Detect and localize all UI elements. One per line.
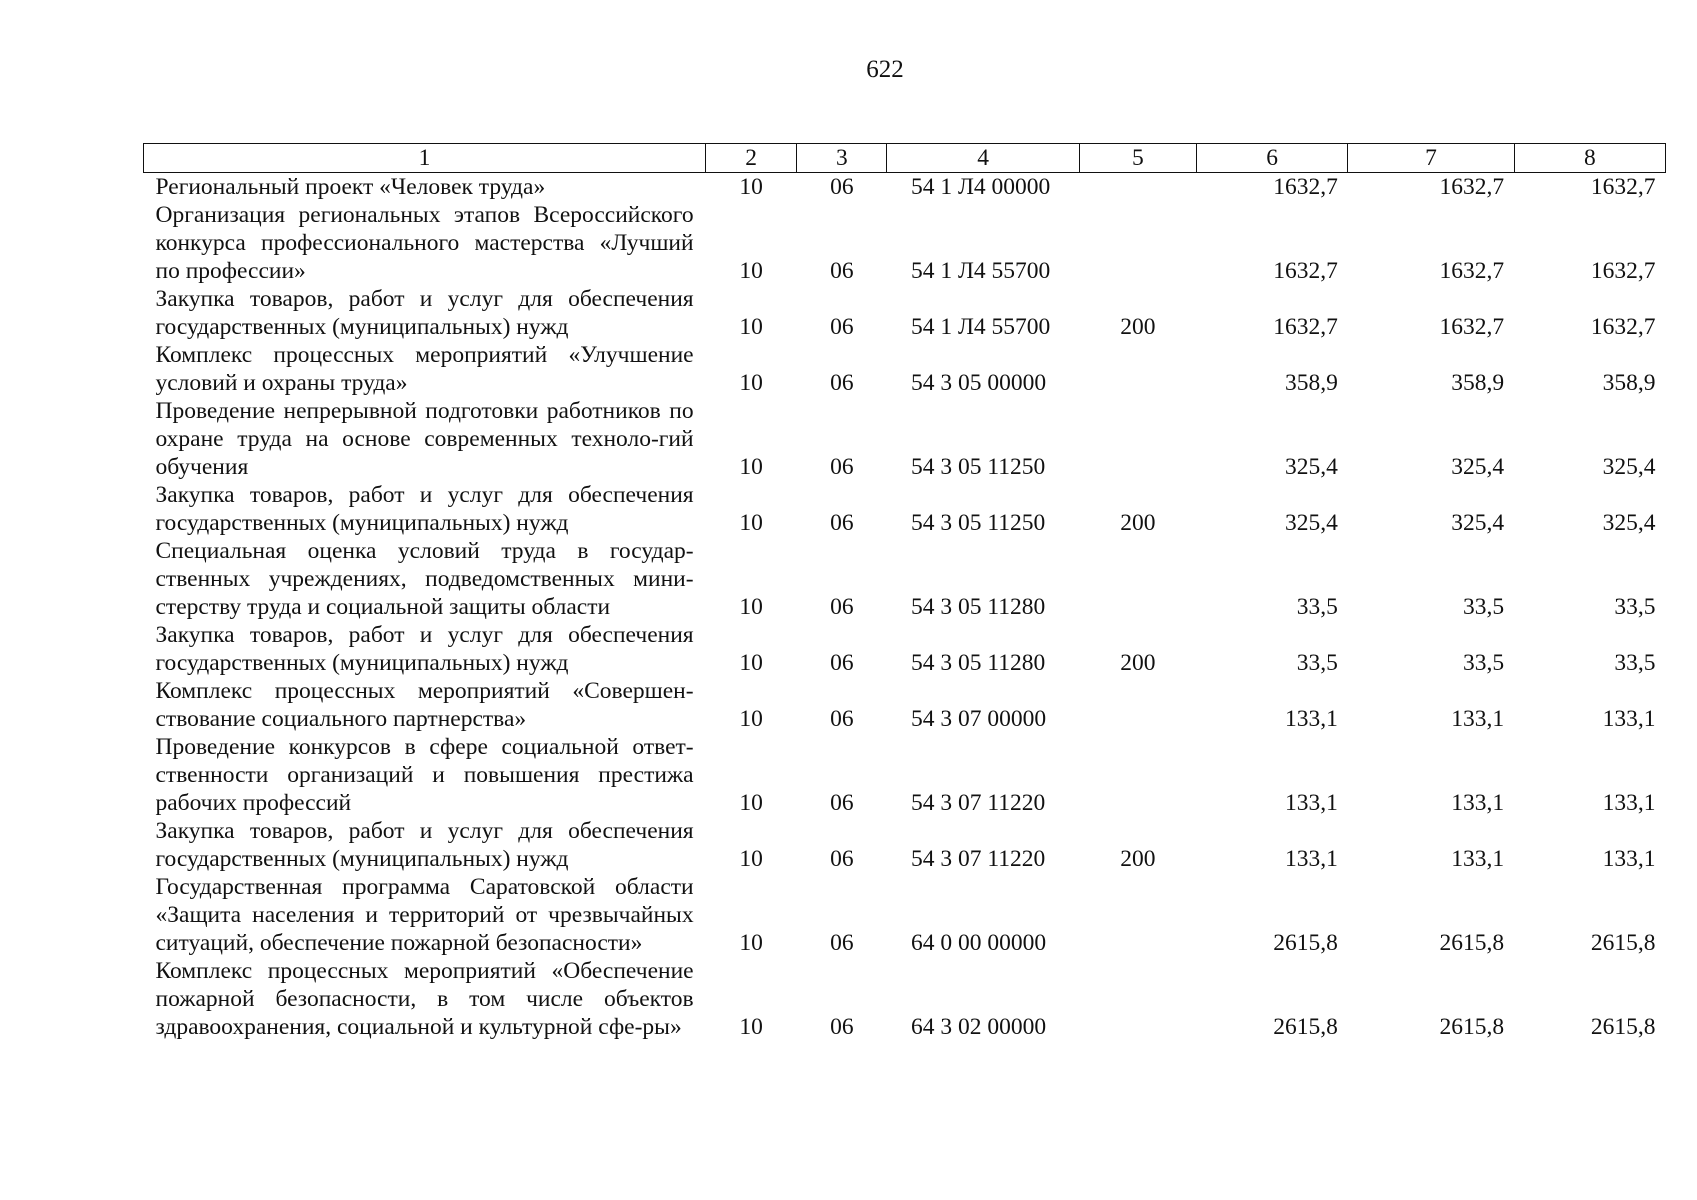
row-amount-6: 1632,7 [1273, 258, 1338, 284]
row-name: Закупка товаров, работ и услуг для обеспечения государственных (муниципальных) нужд [155, 286, 694, 340]
row-target-article: 64 3 02 00000 [910, 1014, 1047, 1040]
table-header [144, 144, 1666, 173]
row-subsection: 06 [830, 174, 854, 200]
row-subsection: 06 [830, 454, 854, 480]
row-expense-type [1079, 201, 1196, 285]
row-amount-7: 2615,8 [1439, 930, 1505, 956]
row-target-article: 64 0 00 00000 [910, 930, 1047, 956]
column-header-4: 4 [887, 144, 1079, 173]
row-name: Комплекс процессных мероприятий «Улучшение условий и охраны труда» [155, 342, 694, 396]
row-name: Комплекс процессных мероприятий «Обеспечение пожарной безопасности, в том числе объектов здравоохранения, социальной и культурной сфе-ры» [155, 958, 694, 1040]
row-section: 10 [739, 370, 763, 396]
row-expense-type [1079, 677, 1196, 733]
table-row [144, 201, 1666, 285]
row-amount-8: 2615,8 [1590, 1014, 1656, 1040]
row-amount-7: 2615,8 [1439, 1014, 1505, 1040]
row-name: Государственная программа Саратовской области «Защита населения и территорий от чрезвычайных ситуаций, обеспечение пожарной безопасности» [155, 874, 694, 956]
row-amount-7: 1632,7 [1439, 258, 1505, 284]
row-section: 10 [739, 594, 763, 620]
row-subsection: 06 [830, 510, 854, 536]
row-amount-6: 2615,8 [1273, 930, 1338, 956]
row-amount-8: 1632,7 [1590, 174, 1656, 200]
row-amount-7: 325,4 [1451, 454, 1505, 480]
row-amount-8: 325,4 [1602, 454, 1656, 480]
row-subsection: 06 [830, 370, 854, 396]
row-expense-type: 200 [1120, 510, 1156, 536]
row-target-article: 54 1 Л4 55700 [910, 258, 1051, 284]
table-row [144, 397, 1666, 481]
row-amount-6: 1632,7 [1273, 314, 1338, 340]
row-amount-8: 133,1 [1602, 846, 1656, 872]
row-subsection: 06 [830, 258, 854, 284]
column-header-6: 6 [1197, 144, 1348, 173]
row-name: Закупка товаров, работ и услуг для обеспечения государственных (муниципальных) нужд [155, 622, 694, 676]
column-header-2: 2 [706, 144, 797, 173]
row-section: 10 [739, 258, 763, 284]
row-amount-6: 358,9 [1284, 370, 1338, 396]
row-name: Закупка товаров, работ и услуг для обеспечения государственных (муниципальных) нужд [155, 482, 694, 536]
row-amount-6: 133,1 [1284, 790, 1338, 816]
row-amount-6: 325,4 [1284, 454, 1338, 480]
row-target-article: 54 3 05 11280 [910, 650, 1046, 676]
row-target-article: 54 3 07 11220 [910, 846, 1046, 872]
row-subsection: 06 [830, 314, 854, 340]
row-name: Комплекс процессных мероприятий «Совершен-ствование социального партнерства» [155, 678, 694, 732]
table-row [144, 537, 1666, 621]
row-amount-8: 325,4 [1602, 510, 1656, 536]
row-amount-8: 358,9 [1602, 370, 1656, 396]
row-amount-6: 1632,7 [1273, 174, 1338, 200]
row-expense-type [1079, 537, 1196, 621]
row-expense-type [1079, 341, 1196, 397]
row-target-article: 54 3 07 00000 [910, 706, 1047, 732]
row-name: Проведение непрерывной подготовки работников по охране труда на основе современных техноло-гий обучения [155, 398, 694, 480]
row-amount-6: 2615,8 [1273, 1014, 1338, 1040]
row-target-article: 54 3 05 11280 [910, 594, 1046, 620]
row-amount-8: 133,1 [1602, 706, 1656, 732]
table-row [144, 957, 1666, 1041]
row-amount-8: 1632,7 [1590, 314, 1656, 340]
row-section: 10 [739, 706, 763, 732]
row-section: 10 [739, 510, 763, 536]
row-name: Закупка товаров, работ и услуг для обеспечения государственных (муниципальных) нужд [155, 818, 694, 872]
row-expense-type [1079, 733, 1196, 817]
row-name: Региональный проект «Человек труда» [155, 174, 546, 200]
table-row [144, 341, 1666, 397]
row-amount-7: 133,1 [1451, 846, 1505, 872]
row-target-article: 54 3 05 11250 [910, 510, 1046, 536]
row-amount-6: 133,1 [1284, 846, 1338, 872]
row-section: 10 [739, 790, 763, 816]
row-expense-type: 200 [1120, 846, 1156, 872]
row-expense-type: 200 [1120, 314, 1156, 340]
row-amount-7: 1632,7 [1439, 314, 1505, 340]
table-row [144, 873, 1666, 957]
column-header-7: 7 [1348, 144, 1514, 173]
header-row [144, 144, 1666, 173]
row-amount-7: 133,1 [1451, 790, 1505, 816]
row-amount-8: 1632,7 [1590, 258, 1656, 284]
page-number: 622 [866, 56, 904, 83]
row-amount-6: 33,5 [1296, 650, 1338, 676]
row-subsection: 06 [830, 650, 854, 676]
row-amount-7: 358,9 [1451, 370, 1505, 396]
row-target-article: 54 1 Л4 55700 [910, 314, 1051, 340]
row-expense-type [1079, 873, 1196, 957]
table-row [144, 173, 1666, 202]
row-subsection: 06 [830, 846, 854, 872]
row-target-article: 54 3 07 11220 [910, 790, 1046, 816]
row-target-article: 54 3 05 00000 [910, 370, 1047, 396]
row-target-article: 54 3 05 11250 [910, 454, 1046, 480]
row-amount-8: 33,5 [1614, 650, 1656, 676]
row-expense-type [1079, 957, 1196, 1041]
row-expense-type: 200 [1120, 650, 1156, 676]
row-section: 10 [739, 314, 763, 340]
row-amount-7: 325,4 [1451, 510, 1505, 536]
row-expense-type [1079, 173, 1196, 202]
budget-table [143, 143, 1666, 1041]
row-section: 10 [739, 650, 763, 676]
column-header-1: 1 [144, 144, 706, 173]
row-amount-7: 33,5 [1463, 650, 1505, 676]
table-row [144, 621, 1666, 677]
row-subsection: 06 [830, 930, 854, 956]
row-amount-7: 133,1 [1451, 706, 1505, 732]
row-amount-8: 33,5 [1614, 594, 1656, 620]
table-row [144, 481, 1666, 537]
row-amount-6: 325,4 [1284, 510, 1338, 536]
row-target-article: 54 1 Л4 00000 [910, 174, 1051, 200]
row-name: Проведение конкурсов в сфере социальной ответ-ственности организаций и повышения престижа рабочих профессий [155, 734, 694, 816]
row-subsection: 06 [830, 706, 854, 732]
row-subsection: 06 [830, 594, 854, 620]
row-amount-8: 2615,8 [1590, 930, 1656, 956]
row-section: 10 [739, 174, 763, 200]
column-header-3: 3 [797, 144, 887, 173]
row-section: 10 [739, 1014, 763, 1040]
row-amount-6: 33,5 [1296, 594, 1338, 620]
table-body [144, 173, 1666, 1042]
row-section: 10 [739, 846, 763, 872]
table-row [144, 817, 1666, 873]
column-header-8: 8 [1514, 144, 1665, 173]
row-section: 10 [739, 454, 763, 480]
row-amount-7: 33,5 [1463, 594, 1505, 620]
row-subsection: 06 [830, 790, 854, 816]
table-row [144, 677, 1666, 733]
table-row [144, 285, 1666, 341]
row-subsection: 06 [830, 1014, 854, 1040]
row-amount-7: 1632,7 [1439, 174, 1505, 200]
column-header-5: 5 [1079, 144, 1196, 173]
row-amount-8: 133,1 [1602, 790, 1656, 816]
row-amount-6: 133,1 [1284, 706, 1338, 732]
table-row [144, 733, 1666, 817]
row-name: Специальная оценка условий труда в государ-ственных учреждениях, подведомственных мини-стерству труда и социальной защиты области [155, 538, 694, 620]
row-name: Организация региональных этапов Всероссийского конкурса профессионального мастерства «Лучший по профессии» [155, 202, 694, 284]
row-expense-type [1079, 397, 1196, 481]
row-section: 10 [739, 930, 763, 956]
